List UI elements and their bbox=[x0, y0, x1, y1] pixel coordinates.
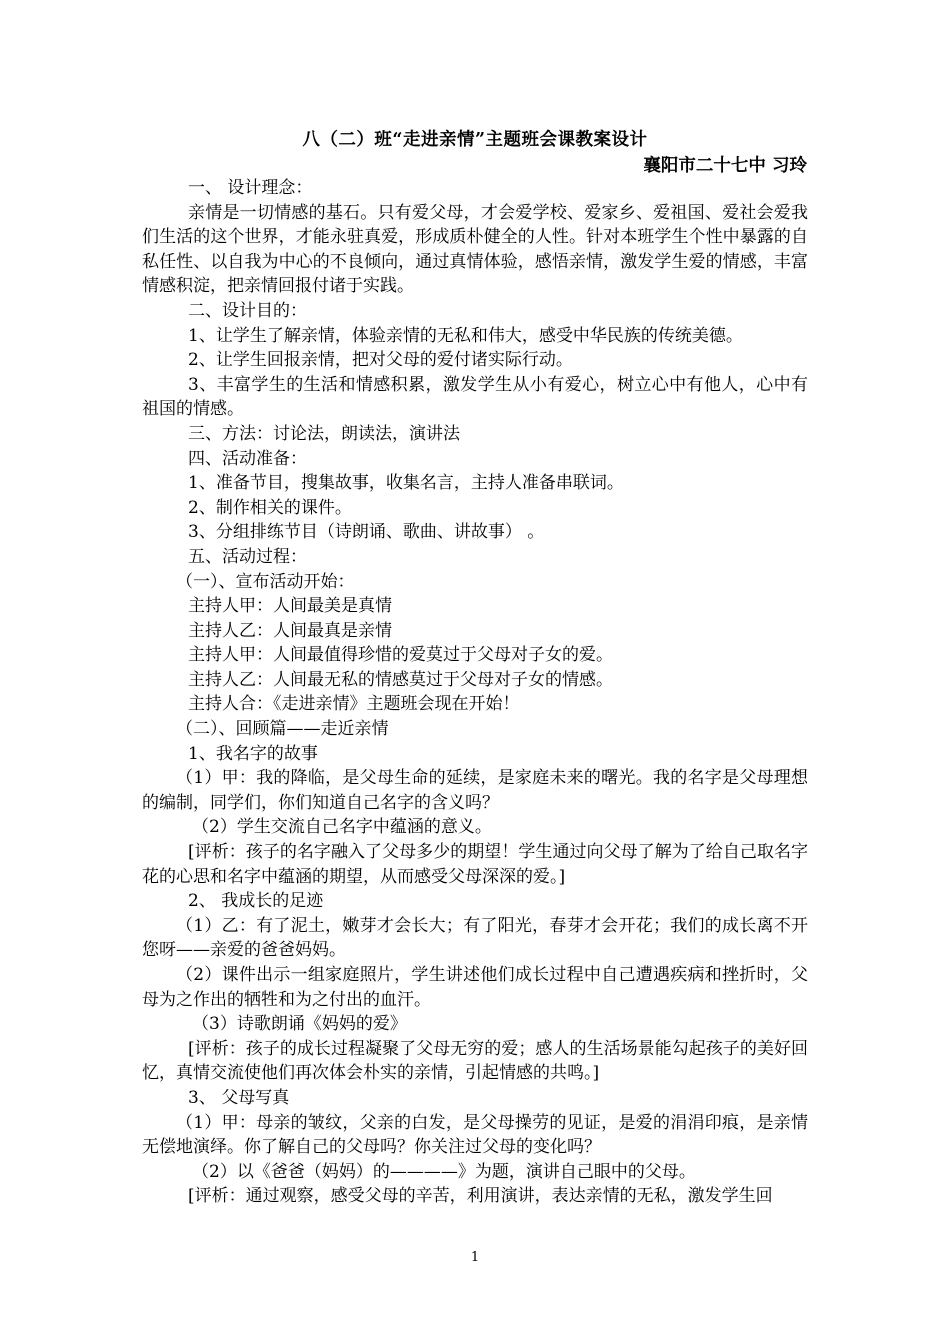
paragraph: 主持人乙：人间最无私的情感莫过于父母对子女的情感。 bbox=[188, 669, 613, 690]
paragraph: 2、 我成长的足迹 bbox=[188, 891, 324, 912]
paragraph: 三、方法：讨论法，朗读法，演讲法 bbox=[188, 423, 460, 444]
paragraph: 主持人甲：人间最值得珍惜的爱莫过于父母对子女的爱。 bbox=[188, 645, 613, 666]
paragraph: （1）甲：母亲的皱纹，父亲的白发，是父母操劳的见证，是爱的涓涓印痕，是亲情无偿地演绎。你了解自己的父母吗？你关注过父母的变化吗？ bbox=[142, 1112, 808, 1158]
paragraph: 一、 设计理念： bbox=[188, 178, 313, 198]
paragraph: 主持人甲：人间最美是真情 bbox=[188, 596, 392, 617]
paragraph: 3、丰富学生的生活和情感积累，激发学生从小有爱心，树立心中有他人，心中有祖国的情感。 bbox=[142, 374, 808, 420]
paragraph: [评析：通过观察，感受父母的辛苦，利用演讲，表达亲情的无私，激发学生回 bbox=[188, 1186, 773, 1207]
page-number: 1 bbox=[470, 1250, 480, 1265]
paragraph: 主持人乙：人间最真是亲情 bbox=[188, 620, 392, 641]
paragraph: （二）、回顾篇——走近亲情 bbox=[176, 719, 389, 740]
paragraph: 五、活动过程： bbox=[188, 546, 307, 567]
paragraph: 亲情是一切情感的基石。只有爱父母，才会爱学校、爱家乡、爱祖国、爱社会爱我们生活的这个世界，才能永驻真爱，形成质朴健全的人性。针对本班学生个性中暴露的自私任性、以自我为中心的不良倾向，通过真情体验，感悟亲情，激发学生爱的情感，丰富情感积淀，把亲情回报付诸于实践。 bbox=[142, 202, 808, 297]
paragraph: 主持人合：《走进亲情》主题班会现在开始！ bbox=[188, 694, 520, 715]
paragraph: [评析：孩子的名字融入了父母多少的期望！学生通过向父母了解为了给自己取名字花的心思和名字中蕴涵的期望，从而感受父母深深的爱。] bbox=[142, 842, 808, 887]
document-body bbox=[142, 176, 808, 1209]
paragraph: 3、分组排练节目（诗朗诵、歌曲、讲故事） 。 bbox=[188, 522, 545, 543]
paragraph: 1、我名字的故事 bbox=[188, 743, 318, 764]
paragraph: 1、让学生了解亲情，体验亲情的无私和伟大，感受中华民族的传统美德。 bbox=[188, 325, 743, 346]
paragraph: （2）学生交流自己名字中蕴涵的意义。 bbox=[192, 817, 492, 838]
paragraph: 二、设计目的： bbox=[188, 300, 307, 321]
paragraph: [评析：孩子的成长过程凝聚了父母无穷的爱；感人的生活场景能勾起孩子的美好回忆，真情交流使他们再次体会朴实的亲情，引起情感的共鸣。] bbox=[142, 1038, 808, 1084]
paragraph: （2）课件出示一组家庭照片，学生讲述他们成长过程中自己遭遇疾病和挫折时，父母为之作出的牺牲和为之付出的血汗。 bbox=[142, 965, 808, 1010]
paragraph: 2、让学生回报亲情，把对父母的爱付诸实际行动。 bbox=[188, 350, 573, 371]
paragraph: （3）诗歌朗诵《妈妈的爱》 bbox=[192, 1014, 407, 1035]
paragraph: 1、准备节目，搜集故事，收集名言，主持人准备串联词。 bbox=[188, 473, 624, 494]
paragraph: （1）乙：有了泥土，嫩芽才会长大；有了阳光，春芽才会开花；我们的成长离不开您呀——亲爱的爸爸妈妈。 bbox=[142, 915, 808, 961]
paragraph: 2、制作相关的课件。 bbox=[188, 497, 352, 518]
paragraph: 3、 父母写真 bbox=[188, 1087, 290, 1108]
paragraph: （2）以《爸爸（妈妈）的————》为题，演讲自己眼中的父母。 bbox=[192, 1161, 696, 1182]
paragraph: 四、活动准备： bbox=[188, 448, 307, 469]
document-author: 襄阳市二十七中 习玲 bbox=[643, 156, 807, 176]
document-title: 八（二）班“走进亲情”主题班会课教案设计 bbox=[302, 130, 648, 150]
paragraph: （一）、宣布活动开始： bbox=[176, 571, 355, 592]
paragraph: （1）甲：我的降临，是父母生命的延续，是家庭未来的曙光。我的名字是父母理想的编制，同学们，你们知道自己名字的含义吗？ bbox=[142, 768, 808, 813]
